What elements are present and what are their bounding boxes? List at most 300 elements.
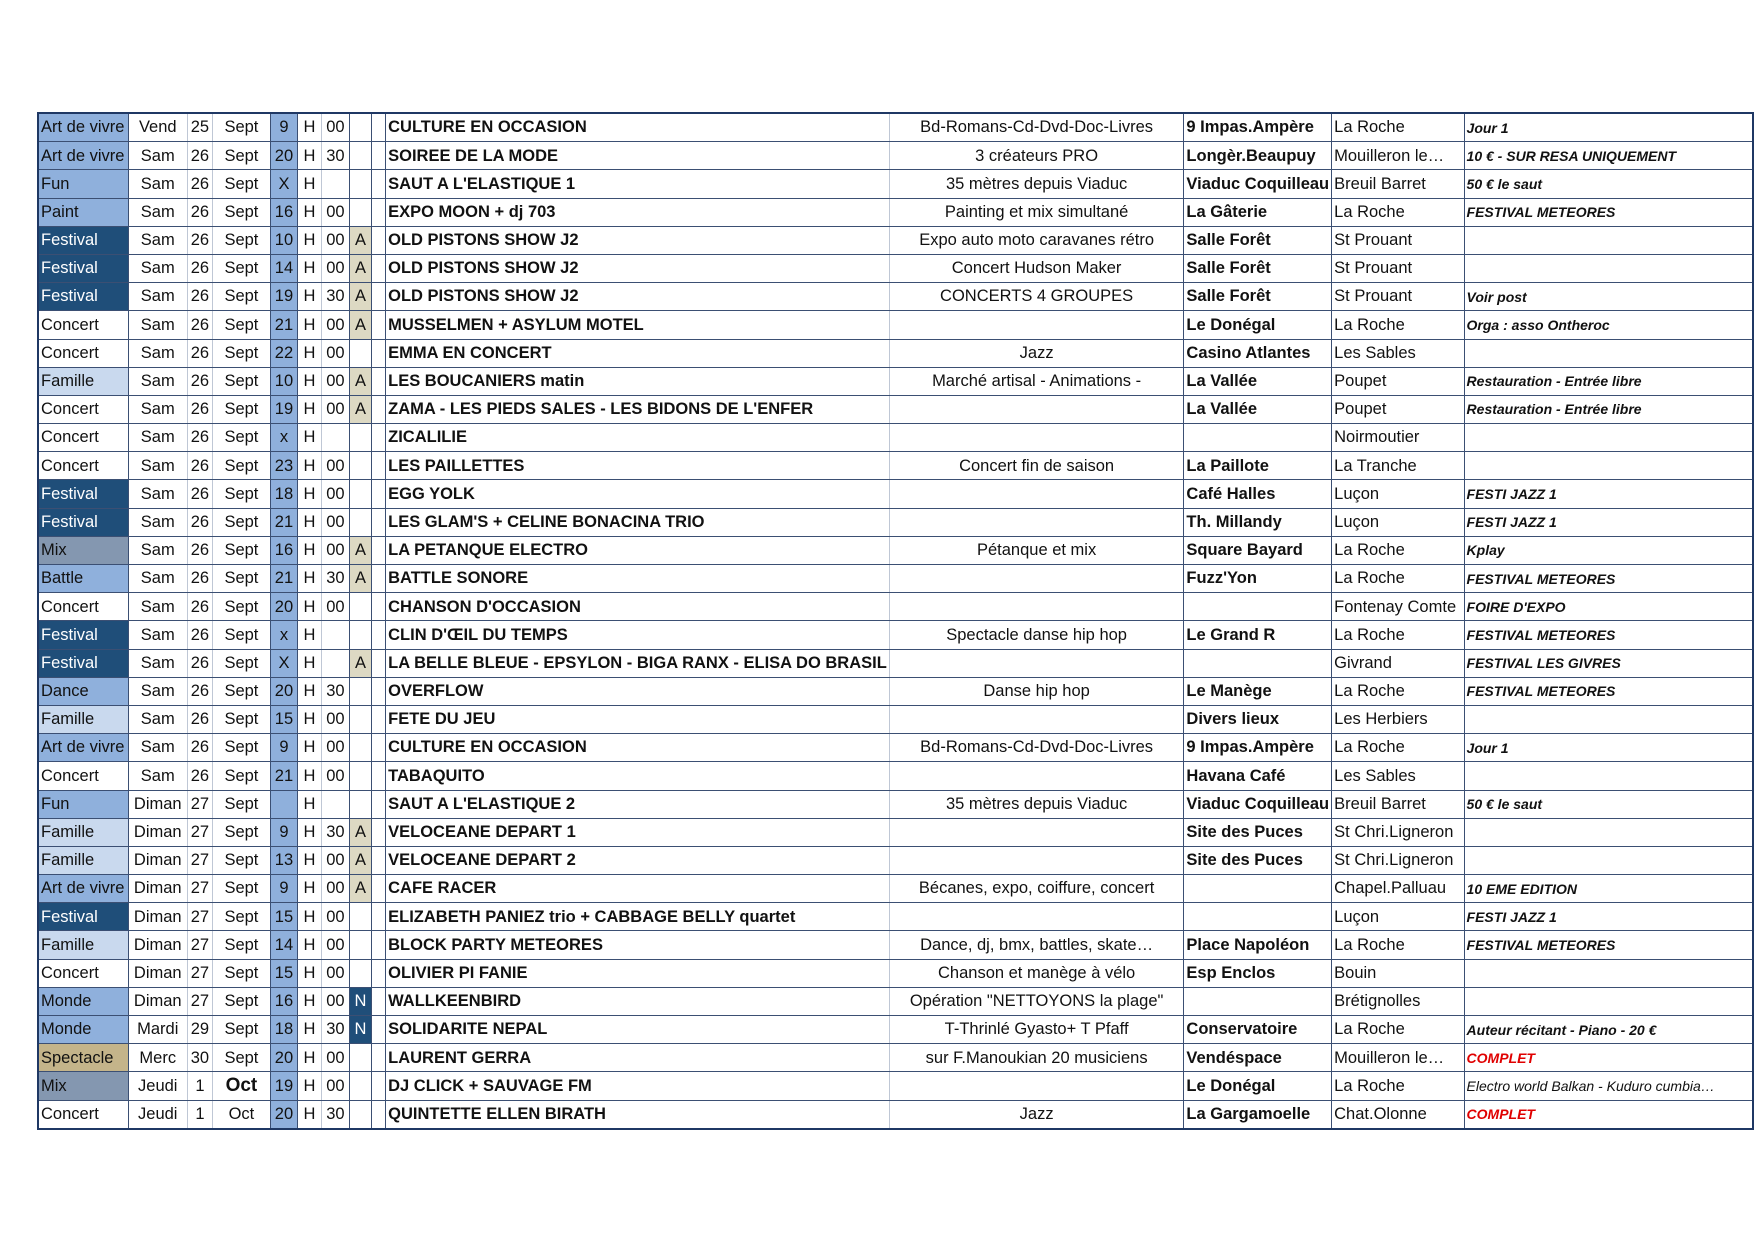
note-cell [1464, 705, 1753, 733]
minute-cell: 30 [321, 818, 349, 846]
hour-cell: 23 [270, 452, 297, 480]
town-cell: Chat.Olonne [1332, 1100, 1464, 1129]
flag-cell [350, 452, 372, 480]
event-title-cell: OLD PISTONS SHOW J2 [386, 283, 890, 311]
day-cell: Sam [128, 565, 187, 593]
minute-cell: 00 [321, 734, 349, 762]
minute-cell: 00 [321, 593, 349, 621]
day-cell: Sam [128, 283, 187, 311]
venue-cell: La Gâterie [1184, 198, 1332, 226]
spacer-cell [371, 254, 385, 282]
event-row [38, 395, 1753, 423]
day-cell: Jeudi [128, 1100, 187, 1129]
day-cell: Sam [128, 142, 187, 170]
town-cell: La Roche [1332, 1016, 1464, 1044]
hour-cell: 13 [270, 846, 297, 874]
date-cell: 26 [187, 311, 212, 339]
day-cell: Diman [128, 903, 187, 931]
event-row [38, 424, 1753, 452]
note-cell: COMPLET [1464, 1044, 1753, 1072]
event-title-cell: ELIZABETH PANIEZ trio + CABBAGE BELLY quartet [386, 903, 890, 931]
note-cell [1464, 846, 1753, 874]
event-row [38, 480, 1753, 508]
date-cell: 27 [187, 959, 212, 987]
minute-cell [321, 621, 349, 649]
month-cell: Sept [213, 875, 271, 903]
month-cell: Sept [213, 480, 271, 508]
spacer-cell [371, 198, 385, 226]
venue-cell: Longèr.Beaupuy [1184, 142, 1332, 170]
town-cell: Luçon [1332, 508, 1464, 536]
category-cell: Festival [38, 283, 128, 311]
minute-cell: 00 [321, 987, 349, 1015]
note-cell: Jour 1 [1464, 113, 1753, 142]
category-cell: Concert [38, 452, 128, 480]
date-cell: 1 [187, 1072, 212, 1100]
venue-cell: Viaduc Coquilleau [1184, 170, 1332, 198]
day-cell: Sam [128, 339, 187, 367]
month-cell: Sept [213, 903, 271, 931]
town-cell: St Prouant [1332, 226, 1464, 254]
note-cell: FESTIVAL LES GIVRES [1464, 649, 1753, 677]
event-description-cell: 35 mètres depuis Viaduc [889, 790, 1184, 818]
event-title-cell: SOIREE DE LA MODE [386, 142, 890, 170]
event-row [38, 846, 1753, 874]
event-row [38, 1016, 1753, 1044]
event-description-cell: Dance, dj, bmx, battles, skate… [889, 931, 1184, 959]
venue-cell: Salle Forêt [1184, 283, 1332, 311]
hour-cell: 21 [270, 762, 297, 790]
event-description-cell: Jazz [889, 339, 1184, 367]
spacer-cell [371, 536, 385, 564]
event-row [38, 283, 1753, 311]
hour-cell: 20 [270, 1100, 297, 1129]
spacer-cell [371, 846, 385, 874]
event-title-cell: SAUT A L'ELASTIQUE 2 [386, 790, 890, 818]
venue-cell: La Gargamoelle [1184, 1100, 1332, 1129]
hour-cell: 14 [270, 931, 297, 959]
h-cell: H [298, 846, 322, 874]
category-cell: Concert [38, 395, 128, 423]
month-cell: Sept [213, 762, 271, 790]
category-cell: Festival [38, 649, 128, 677]
h-cell: H [298, 565, 322, 593]
minute-cell: 00 [321, 762, 349, 790]
date-cell: 26 [187, 170, 212, 198]
minute-cell: 30 [321, 1016, 349, 1044]
event-description-cell: Bd-Romans-Cd-Dvd-Doc-Livres [889, 734, 1184, 762]
hour-cell: X [270, 170, 297, 198]
category-cell: Famille [38, 367, 128, 395]
venue-cell: Square Bayard [1184, 536, 1332, 564]
h-cell: H [298, 283, 322, 311]
flag-cell [350, 593, 372, 621]
note-cell: Electro world Balkan - Kuduro cumbia… [1464, 1072, 1753, 1100]
minute-cell [321, 170, 349, 198]
spacer-cell [371, 170, 385, 198]
event-description-cell: Bécanes, expo, coiffure, concert [889, 875, 1184, 903]
date-cell: 30 [187, 1044, 212, 1072]
category-cell: Concert [38, 593, 128, 621]
event-title-cell: BLOCK PARTY METEORES [386, 931, 890, 959]
event-row [38, 508, 1753, 536]
day-cell: Sam [128, 734, 187, 762]
hour-cell [270, 790, 297, 818]
hour-cell: 16 [270, 987, 297, 1015]
event-title-cell: VELOCEANE DEPART 1 [386, 818, 890, 846]
event-description-cell [889, 593, 1184, 621]
town-cell: Poupet [1332, 395, 1464, 423]
date-cell: 1 [187, 1100, 212, 1129]
venue-cell: La Paillote [1184, 452, 1332, 480]
event-description-cell: Spectacle danse hip hop [889, 621, 1184, 649]
day-cell: Diman [128, 931, 187, 959]
town-cell: Les Herbiers [1332, 705, 1464, 733]
event-row [38, 875, 1753, 903]
spacer-cell [371, 593, 385, 621]
event-row [38, 536, 1753, 564]
h-cell: H [298, 536, 322, 564]
event-row [38, 762, 1753, 790]
category-cell: Art de vivre [38, 875, 128, 903]
h-cell: H [298, 170, 322, 198]
event-row [38, 142, 1753, 170]
venue-cell [1184, 593, 1332, 621]
minute-cell: 00 [321, 311, 349, 339]
category-cell: Famille [38, 846, 128, 874]
town-cell: Mouilleron le… [1332, 142, 1464, 170]
event-title-cell: OVERFLOW [386, 677, 890, 705]
note-cell: FESTIVAL METEORES [1464, 677, 1753, 705]
month-cell: Sept [213, 142, 271, 170]
event-title-cell: CHANSON D'OCCASION [386, 593, 890, 621]
venue-cell: La Vallée [1184, 395, 1332, 423]
note-cell [1464, 254, 1753, 282]
h-cell: H [298, 734, 322, 762]
flag-cell [350, 931, 372, 959]
town-cell: Breuil Barret [1332, 790, 1464, 818]
event-description-cell: T-Thrinlé Gyasto+ T Pfaff [889, 1016, 1184, 1044]
month-cell: Sept [213, 508, 271, 536]
day-cell: Diman [128, 875, 187, 903]
flag-cell [350, 480, 372, 508]
month-cell: Sept [213, 226, 271, 254]
hour-cell: x [270, 621, 297, 649]
note-cell: FESTI JAZZ 1 [1464, 480, 1753, 508]
note-cell [1464, 339, 1753, 367]
note-cell: FOIRE D'EXPO [1464, 593, 1753, 621]
month-cell: Sept [213, 452, 271, 480]
note-cell [1464, 424, 1753, 452]
event-description-cell: Danse hip hop [889, 677, 1184, 705]
event-title-cell: VELOCEANE DEPART 2 [386, 846, 890, 874]
category-cell: Battle [38, 565, 128, 593]
flag-cell: A [350, 875, 372, 903]
town-cell: Luçon [1332, 903, 1464, 931]
category-cell: Mix [38, 1072, 128, 1100]
date-cell: 26 [187, 508, 212, 536]
flag-cell: A [350, 846, 372, 874]
h-cell: H [298, 508, 322, 536]
spacer-cell [371, 762, 385, 790]
venue-cell: La Vallée [1184, 367, 1332, 395]
h-cell: H [298, 621, 322, 649]
category-cell: Concert [38, 339, 128, 367]
date-cell: 25 [187, 113, 212, 142]
month-cell: Sept [213, 959, 271, 987]
flag-cell: A [350, 536, 372, 564]
date-cell: 29 [187, 1016, 212, 1044]
month-cell: Sept [213, 649, 271, 677]
h-cell: H [298, 424, 322, 452]
hour-cell: 15 [270, 959, 297, 987]
month-cell: Sept [213, 395, 271, 423]
venue-cell: Viaduc Coquilleau [1184, 790, 1332, 818]
event-title-cell: CULTURE EN OCCASION [386, 734, 890, 762]
day-cell: Diman [128, 790, 187, 818]
venue-cell: 9 Impas.Ampère [1184, 734, 1332, 762]
date-cell: 26 [187, 536, 212, 564]
day-cell: Sam [128, 480, 187, 508]
minute-cell: 00 [321, 903, 349, 931]
minute-cell: 00 [321, 113, 349, 142]
day-cell: Diman [128, 959, 187, 987]
minute-cell: 00 [321, 846, 349, 874]
minute-cell: 00 [321, 367, 349, 395]
event-title-cell: LES BOUCANIERS matin [386, 367, 890, 395]
town-cell: Mouilleron le… [1332, 1044, 1464, 1072]
category-cell: Monde [38, 1016, 128, 1044]
h-cell: H [298, 1044, 322, 1072]
hour-cell: 21 [270, 565, 297, 593]
events-table-body [38, 113, 1753, 1129]
day-cell: Sam [128, 762, 187, 790]
event-title-cell: LA PETANQUE ELECTRO [386, 536, 890, 564]
hour-cell: X [270, 649, 297, 677]
h-cell: H [298, 311, 322, 339]
event-title-cell: OLD PISTONS SHOW J2 [386, 226, 890, 254]
event-description-cell: Opération "NETTOYONS la plage" [889, 987, 1184, 1015]
flag-cell: A [350, 565, 372, 593]
town-cell: La Roche [1332, 931, 1464, 959]
date-cell: 26 [187, 226, 212, 254]
event-row [38, 593, 1753, 621]
event-row [38, 931, 1753, 959]
date-cell: 26 [187, 339, 212, 367]
category-cell: Fun [38, 790, 128, 818]
h-cell: H [298, 875, 322, 903]
day-cell: Diman [128, 818, 187, 846]
spacer-cell [371, 424, 385, 452]
event-description-cell: Concert fin de saison [889, 452, 1184, 480]
event-description-cell: 3 créateurs PRO [889, 142, 1184, 170]
venue-cell: Conservatoire [1184, 1016, 1332, 1044]
category-cell: Fun [38, 170, 128, 198]
event-description-cell [889, 762, 1184, 790]
spacer-cell [371, 226, 385, 254]
category-cell: Art de vivre [38, 734, 128, 762]
hour-cell: 9 [270, 875, 297, 903]
event-row [38, 959, 1753, 987]
town-cell: Luçon [1332, 480, 1464, 508]
event-row [38, 818, 1753, 846]
venue-cell: Site des Puces [1184, 818, 1332, 846]
date-cell: 26 [187, 142, 212, 170]
month-cell: Sept [213, 113, 271, 142]
town-cell: Les Sables [1332, 762, 1464, 790]
spacer-cell [371, 959, 385, 987]
category-cell: Dance [38, 677, 128, 705]
town-cell: Les Sables [1332, 339, 1464, 367]
h-cell: H [298, 1100, 322, 1129]
date-cell: 26 [187, 254, 212, 282]
month-cell: Sept [213, 424, 271, 452]
h-cell: H [298, 903, 322, 931]
flag-cell [350, 339, 372, 367]
month-cell: Sept [213, 818, 271, 846]
event-row [38, 705, 1753, 733]
day-cell: Sam [128, 508, 187, 536]
month-cell: Sept [213, 339, 271, 367]
town-cell: La Roche [1332, 113, 1464, 142]
event-description-cell: Pétanque et mix [889, 536, 1184, 564]
flag-cell: A [350, 226, 372, 254]
hour-cell: 16 [270, 198, 297, 226]
minute-cell: 00 [321, 875, 349, 903]
minute-cell: 30 [321, 142, 349, 170]
hour-cell: 9 [270, 818, 297, 846]
town-cell: Brétignolles [1332, 987, 1464, 1015]
date-cell: 26 [187, 198, 212, 226]
note-cell [1464, 452, 1753, 480]
category-cell: Concert [38, 311, 128, 339]
hour-cell: 20 [270, 593, 297, 621]
date-cell: 26 [187, 762, 212, 790]
date-cell: 27 [187, 790, 212, 818]
event-description-cell: Chanson et manège à vélo [889, 959, 1184, 987]
minute-cell: 00 [321, 536, 349, 564]
spacer-cell [371, 903, 385, 931]
month-cell: Sept [213, 705, 271, 733]
month-cell: Sept [213, 931, 271, 959]
month-cell: Sept [213, 621, 271, 649]
h-cell: H [298, 705, 322, 733]
category-cell: Festival [38, 621, 128, 649]
category-cell: Concert [38, 1100, 128, 1129]
event-description-cell: Bd-Romans-Cd-Dvd-Doc-Livres [889, 113, 1184, 142]
category-cell: Art de vivre [38, 113, 128, 142]
event-description-cell [889, 565, 1184, 593]
month-cell: Oct [213, 1100, 271, 1129]
minute-cell: 00 [321, 226, 349, 254]
h-cell: H [298, 339, 322, 367]
category-cell: Famille [38, 705, 128, 733]
event-description-cell: Expo auto moto caravanes rétro [889, 226, 1184, 254]
note-cell: 50 € le saut [1464, 170, 1753, 198]
town-cell: St Prouant [1332, 283, 1464, 311]
event-title-cell: MUSSELMEN + ASYLUM MOTEL [386, 311, 890, 339]
event-row [38, 452, 1753, 480]
category-cell: Festival [38, 480, 128, 508]
flag-cell [350, 1072, 372, 1100]
town-cell: Bouin [1332, 959, 1464, 987]
town-cell: Fontenay Comte [1332, 593, 1464, 621]
date-cell: 26 [187, 705, 212, 733]
event-title-cell: ZAMA - LES PIEDS SALES - LES BIDONS DE L'ENFER [386, 395, 890, 423]
flag-cell [350, 508, 372, 536]
event-description-cell: Jazz [889, 1100, 1184, 1129]
venue-cell: Casino Atlantes [1184, 339, 1332, 367]
events-table [37, 112, 1754, 1130]
flag-cell [350, 113, 372, 142]
month-cell: Sept [213, 283, 271, 311]
event-row [38, 734, 1753, 762]
minute-cell: 00 [321, 452, 349, 480]
h-cell: H [298, 1072, 322, 1100]
date-cell: 26 [187, 395, 212, 423]
event-row [38, 170, 1753, 198]
spacer-cell [371, 395, 385, 423]
event-row [38, 311, 1753, 339]
spacer-cell [371, 621, 385, 649]
event-description-cell [889, 903, 1184, 931]
event-row [38, 367, 1753, 395]
flag-cell: N [350, 1016, 372, 1044]
category-cell: Art de vivre [38, 142, 128, 170]
category-cell: Festival [38, 254, 128, 282]
h-cell: H [298, 142, 322, 170]
month-cell: Sept [213, 846, 271, 874]
note-cell [1464, 987, 1753, 1015]
town-cell: Noirmoutier [1332, 424, 1464, 452]
day-cell: Sam [128, 395, 187, 423]
category-cell: Concert [38, 424, 128, 452]
flag-cell: A [350, 367, 372, 395]
venue-cell: Café Halles [1184, 480, 1332, 508]
flag-cell: A [350, 395, 372, 423]
date-cell: 26 [187, 734, 212, 762]
flag-cell [350, 621, 372, 649]
hour-cell: 22 [270, 339, 297, 367]
h-cell: H [298, 226, 322, 254]
month-cell: Sept [213, 734, 271, 762]
day-cell: Jeudi [128, 1072, 187, 1100]
hour-cell: 18 [270, 480, 297, 508]
hour-cell: 21 [270, 508, 297, 536]
town-cell: La Roche [1332, 311, 1464, 339]
event-title-cell: LA BELLE BLEUE - EPSYLON - BIGA RANX - ELISA DO BRASIL [386, 649, 890, 677]
venue-cell: Le Manège [1184, 677, 1332, 705]
venue-cell: Le Grand R [1184, 621, 1332, 649]
event-description-cell: sur F.Manoukian 20 musiciens [889, 1044, 1184, 1072]
event-title-cell: OLIVIER PI FANIE [386, 959, 890, 987]
minute-cell: 30 [321, 1100, 349, 1129]
event-description-cell [889, 508, 1184, 536]
event-title-cell: LAURENT GERRA [386, 1044, 890, 1072]
category-cell: Famille [38, 931, 128, 959]
town-cell: Givrand [1332, 649, 1464, 677]
town-cell: La Roche [1332, 621, 1464, 649]
month-cell: Sept [213, 987, 271, 1015]
hour-cell: 19 [270, 1072, 297, 1100]
month-cell: Sept [213, 1044, 271, 1072]
spacer-cell [371, 311, 385, 339]
flag-cell: N [350, 987, 372, 1015]
date-cell: 26 [187, 593, 212, 621]
date-cell: 26 [187, 621, 212, 649]
event-title-cell: WALLKEENBIRD [386, 987, 890, 1015]
category-cell: Mix [38, 536, 128, 564]
